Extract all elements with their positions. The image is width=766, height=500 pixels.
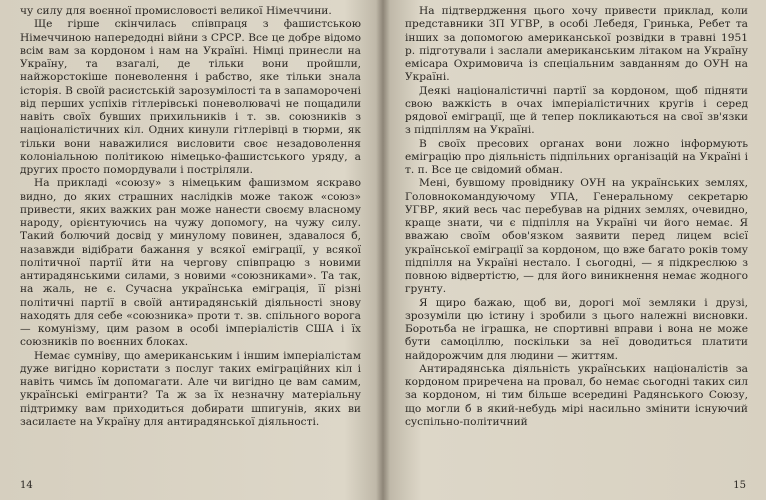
- paragraph: Я щиро бажаю, щоб ви, дорогі мої земляки і друзі, зрозуміли цю істину і зробили з цього належні висновки. Боротьба не іграшка, не спортивні вправи і вона не може бути самоціллю, поскільки за неї доводиться платити найдорожчим для людини — життям.: [405, 296, 748, 362]
- paragraph: Мені, бувшому провіднику ОУН на українських землях, Головнокомандуючому УПА, Генеральному секретарю УГВР, який весь час перебував на рідних землях, очевидно, краще знати, чи є підпілля на Україні чи його немає. Я вважаю своїм обов'язком заявити перед лицем всієї української еміграції за кордоном, що вже багато років тому підпілля на Україні нестало. І сьогодні, — я підкреслюю з повною відвертістю, — для його виникнення немає жодного грунту.: [405, 177, 748, 296]
- paragraph: чу силу для воєнної промисловості великої Німеччини.: [20, 5, 332, 17]
- page-number-left: 14: [20, 479, 33, 491]
- paragraph: Деякі націоналістичні партії за кордоном, щоб підняти свою важкість в очах імперіалістичних кругів і серед рядової еміграції, ще й тепер покликаються на свої зв'язки з підпіллям на Україні.: [405, 84, 748, 137]
- paragraph: На прикладі «союзу» з німецьким фашизмом яскраво видно, до яких страшних наслідків може також «союз» привести, яких важких ран може нанести своєму власному народу, орієнтуючись на чужу допомогу, на чужу силу. Такий болючий досвід у минулому повинен, здавалося б, назавжди відібрати бажання у всякої еміграції, у всякої політичної партії йти на чергову співпрацю з новими антирадянськими силами, з новими «союзниками». Та так, на жаль, не є. Сучасна українська еміграція, її різні політичні партії в своїй антирадянській діяльності знову находять для себе «союзника» проти т. зв. спільного ворога — комунізму, цим разом в особі імперіалістів США і їх союзників по воєнних блоках.: [20, 177, 361, 349]
- paragraph: Антирадянська діяльність українських націоналістів за кордоном приречена на провал, бо немає сьогодні таких сил за кордоном, ні тим більше всередині Радянського Союзу, що могли б в який-небудь мірі насильно змінити існуючий суспільно-політичний: [405, 362, 748, 428]
- paragraph: В своїх пресових органах вони ложно інформують еміграцію про діяльність підпільних організацій на Україні і т. п. Все це свідомий обман.: [405, 137, 748, 176]
- paragraph: Ще гірше скінчилась співпраця з фашистською Німеччиною напередодні війни з СРСР. Все це добре відомо всім вам за кордоном і нам на Україні. Німці принесли на Україну, та взагалі, де тільки вони пройшли, найжорстокіше поневолення і рабство, яке тільки знала історія. В своїй расистській зарозумілості та в запаморочені від перших успіхів гітлерівські поневолювачі не пощадили навіть своїх бувших прихильників і т. зв. союзників з націоналістичних кіл. Одних кинули гітлерівці в тюрми, як тільки вони наважилися висловити своє незадоволення колоніальною політикою німецько-фашистського уряду, а других просто помордували і постріляли.: [20, 18, 361, 176]
- paragraph: На підтвердження цього хочу привести приклад, коли представники ЗП УГВР, в особі Лебедя, Гринька, Ребет та інших за допомогою американської розвідки в травні 1951 р. підготували і заслали американським літаком на Україну емісара Охримовича із спеціальним завданням до ОУН на Україні.: [405, 5, 748, 84]
- paragraph: Немає сумніву, що американським і іншим імперіалістам дуже вигідно користати з послуг таких еміграційних кіл і навіть чимсь їм допомагати. Але чи вигідно це вам самим, українські емігранти? Та ж за їх незначну матеріальну підтримку вам приходиться добирати шпигунів, яких ви засилаєте на Україну для антирадянської діяльності.: [20, 349, 361, 428]
- page-number-right: 15: [733, 479, 746, 491]
- right-page: [383, 0, 766, 500]
